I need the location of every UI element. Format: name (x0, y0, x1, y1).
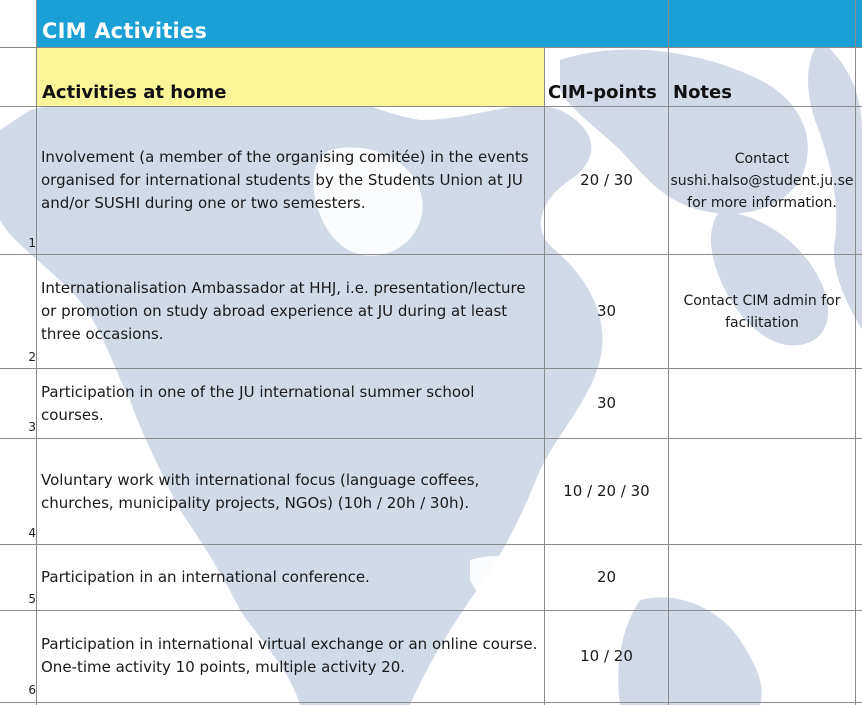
grid-line (668, 0, 669, 705)
header-activities: Activities at home (42, 82, 227, 103)
points-cell: 30 (596, 302, 617, 320)
header-points: CIM-points (548, 82, 657, 103)
row-number: 3 (28, 420, 36, 434)
points-cell: 10 / 20 (580, 647, 633, 665)
row-number: 6 (28, 683, 36, 697)
row-number: 2 (28, 350, 36, 364)
points-cell: 20 (596, 568, 617, 586)
activity-cell: Internationalisation Ambassador at HHJ, i.e. presentation/lecture or promotion on study abroad experience at JU during at least three occasions. (41, 279, 526, 343)
grid-line (855, 0, 856, 705)
row-number: 1 (28, 236, 36, 250)
activity-cell: Participation in an international conference. (41, 568, 370, 586)
grid-line (0, 702, 862, 703)
activity-cell: Participation in international virtual exchange or an online course. One-time activity 10 points, multiple activity 20. (41, 635, 538, 676)
points-cell: 10 / 20 / 30 (563, 482, 650, 500)
notes-cell: Contact CIM admin for facilitation (683, 293, 841, 331)
grid-line (544, 47, 545, 705)
header-notes: Notes (673, 82, 732, 103)
grid-line (0, 368, 862, 369)
sheet-title: CIM Activities (42, 19, 208, 43)
grid-line (36, 0, 37, 705)
activity-cell: Involvement (a member of the organising comitée) in the events organised for international students by the Students Union at JU and/or SUSHI during one or two semesters. (41, 148, 529, 212)
activity-cell: Voluntary work with international focus (language coffees, churches, municipality projects, NGOs) (10h / 20h / 30h). (41, 471, 480, 512)
points-cell: 20 / 30 (580, 171, 633, 189)
grid-line (0, 544, 862, 545)
notes-cell: Contact sushi.halso@student.ju.se for more information. (670, 151, 854, 211)
row-number: 4 (28, 526, 36, 540)
points-cell: 30 (596, 394, 617, 412)
title-cell-notes (669, 0, 862, 47)
grid-line (0, 254, 862, 255)
grid-line (0, 106, 862, 107)
grid-line (0, 47, 862, 48)
grid-line (0, 610, 862, 611)
activity-cell: Participation in one of the JU international summer school courses. (41, 383, 475, 424)
grid-line (0, 438, 862, 439)
row-number: 5 (28, 592, 36, 606)
